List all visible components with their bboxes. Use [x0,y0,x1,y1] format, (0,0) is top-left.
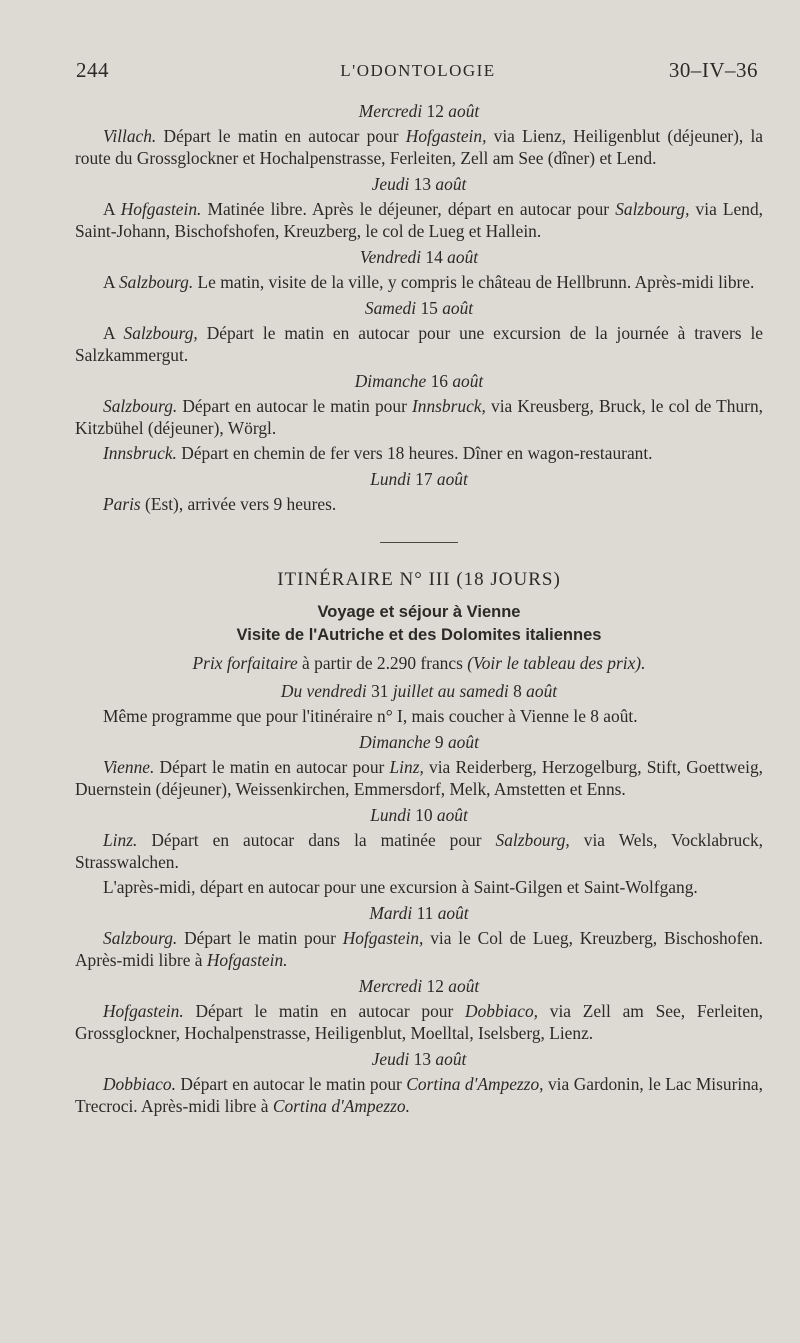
issue-date: 30–IV–36 [668,58,758,82]
page-body [75,100,763,1121]
itinerary-paragraph: A Hofgastein. Matinée libre. Après le déjeuner, départ en autocar pour Salzbourg, via Lend, Saint-Johann, Bischofshofen, Kreuzberg, le col de Lueg et Hallein. [75,199,763,241]
running-header [76,58,760,88]
section-divider [380,542,458,543]
itinerary-paragraph: Salzbourg. Départ en autocar le matin pour Innsbruck, via Kreusberg, Bruck, le col de Thurn, Kitzbühel (déjeuner), Wörgl. [75,396,763,438]
itinerary-paragraph: Hofgastein. Départ le matin en autocar pour Dobbiaco, via Zell am See, Ferleiten, Grossglockner, Hochalpenstrasse, Heiligenblut, Moelltal, Iselsberg, Lienz. [75,1001,763,1043]
day-heading: Dimanche 9 août [359,732,479,752]
day-heading: Mercredi 12 août [358,976,480,996]
day-heading: Jeudi 13 août [371,1049,467,1069]
day-heading: Du vendredi 31 juillet au samedi 8 août [280,681,558,701]
itinerary-paragraph: Même programme que pour l'itinéraire n° I, mais coucher à Vienne le 8 août. [103,706,638,726]
itinerary-paragraph: A Salzbourg, Départ le matin en autocar pour une excursion de la journée à travers le Salzkammergut. [75,323,763,365]
price-line: Prix forfaitaire à partir de 2.290 francs (Voir le tableau des prix). [192,653,646,673]
day-heading: Samedi 15 août [364,298,474,318]
itinerary-paragraph: Salzbourg. Départ le matin pour Hofgastein, via le Col de Lueg, Kreuzberg, Bischoshofen. Après-midi libre à Hofgastein. [75,928,763,970]
journal-title: L'ODONTOLOGIE [340,61,496,80]
day-heading: Vendredi 14 août [359,247,479,267]
page-number: 244 [76,58,109,82]
day-heading: Lundi 17 août [370,469,468,489]
itinerary-paragraph: A Salzbourg. Le matin, visite de la ville, y compris le château de Hellbrunn. Après-midi libre. [103,272,755,292]
itinerary-subtitle: Voyage et séjour à Vienne [317,603,521,621]
itinerary-paragraph: Paris (Est), arrivée vers 9 heures. [103,494,337,514]
itinerary-paragraph: Linz. Départ en autocar dans la matinée pour Salzbourg, via Wels, Vocklabruck, Strasswalchen. [75,830,763,872]
itinerary-paragraph: Vienne. Départ le matin en autocar pour Linz, via Reiderberg, Herzogelburg, Stift, Goettweig, Duernstein (déjeuner), Weissenkirchen, Emmersdorf, Melk, Amstetten et Enns. [75,757,763,799]
itinerary-paragraph: Villach. Départ le matin en autocar pour Hofgastein, via Lienz, Heiligenblut (déjeuner), la route du Grossglockner et Hochalpenstrasse, Ferleiten, Zell am See (dîner) et Lend. [75,126,763,168]
day-heading: Jeudi 13 août [371,174,467,194]
itinerary-paragraph: Dobbiaco. Départ en autocar le matin pour Cortina d'Ampezzo, via Gardonin, le Lac Misurina, Trecroci. Après-midi libre à Cortina d'Ampezzo. [75,1074,763,1116]
day-heading: Mardi 11 août [369,903,469,923]
day-heading: Mercredi 12 août [358,101,480,121]
itinerary-subtitle: Visite de l'Autriche et des Dolomites italiennes [236,626,602,644]
itinerary-paragraph: L'après-midi, départ en autocar pour une excursion à Saint-Gilgen et Saint-Wolfgang. [103,877,698,897]
day-heading: Dimanche 16 août [354,371,484,391]
day-heading: Lundi 10 août [370,805,468,825]
itinerary-paragraph: Innsbruck. Départ en chemin de fer vers 18 heures. Dîner en wagon-restaurant. [103,443,653,463]
itinerary-title: ITINÉRAIRE N° III (18 JOURS) [277,569,561,590]
